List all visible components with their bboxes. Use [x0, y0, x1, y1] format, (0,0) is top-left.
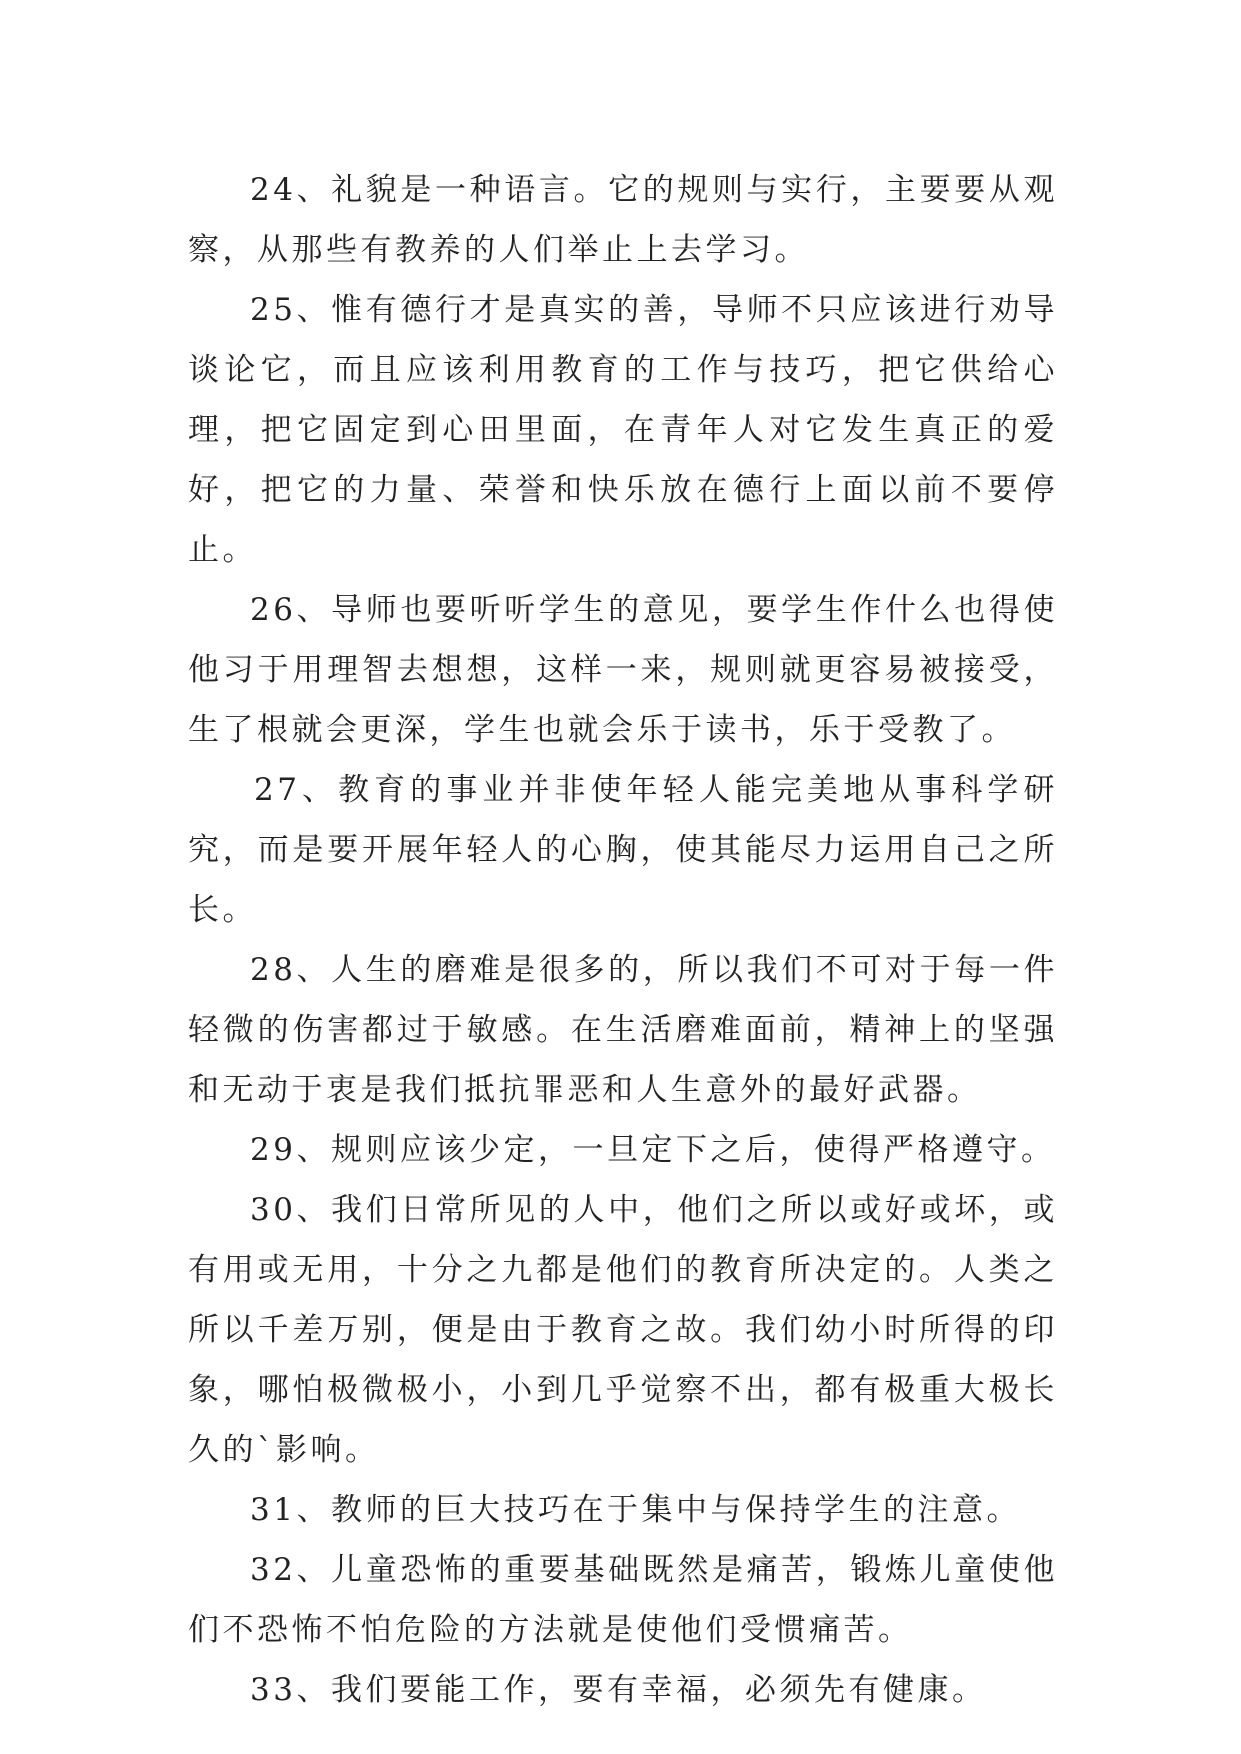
paragraph-29: 29、规则应该少定，一旦定下之后，使得严格遵守。 [250, 1132, 1056, 1168]
paragraph-24: 24、礼貌是一种语言。它的规则与实行，主要要从观察，从那些有教养的人们举止上去学习。 [188, 172, 1058, 268]
paragraph-31: 31、教师的巨大技巧在于集中与保持学生的注意。 [250, 1492, 1021, 1528]
paragraph-33: 33、我们要能工作，要有幸福，必须先有健康。 [250, 1672, 987, 1708]
document-body [188, 160, 1058, 1720]
paragraph-25: 25、惟有德行才是真实的善，导师不只应该进行劝导谈论它，而且应该利用教育的工作与技巧，把它供给心理，把它固定到心田里面，在青年人对它发生真正的爱好，把它的力量、荣誉和快乐放在德行上面以前不要停止。 [188, 292, 1058, 568]
paragraph-30: 30、我们日常所见的人中，他们之所以或好或坏，或有用或无用，十分之九都是他们的教育所决定的。人类之所以千差万别，便是由于教育之故。我们幼小时所得的印象，哪怕极微极小，小到几乎觉察不出，都有极重大极长久的`影响。 [188, 1192, 1058, 1468]
paragraph-32: 32、儿童恐怖的重要基础既然是痛苦，锻炼儿童使他们不恐怖不怕危险的方法就是使他们受惯痛苦。 [188, 1552, 1058, 1648]
paragraph-27: 27、教育的事业并非使年轻人能完美地从事科学研究，而是要开展年轻人的心胸，使其能尽力运用自己之所长。 [188, 772, 1058, 928]
paragraph-28: 28、人生的磨难是很多的，所以我们不可对于每一件轻微的伤害都过于敏感。在生活磨难面前，精神上的坚强和无动于衷是我们抵抗罪恶和人生意外的最好武器。 [188, 952, 1058, 1108]
paragraph-26: 26、导师也要听听学生的意见，要学生作什么也得使他习于用理智去想想，这样一来，规则就更容易被接受，生了根就会更深，学生也就会乐于读书，乐于受教了。 [188, 592, 1058, 748]
